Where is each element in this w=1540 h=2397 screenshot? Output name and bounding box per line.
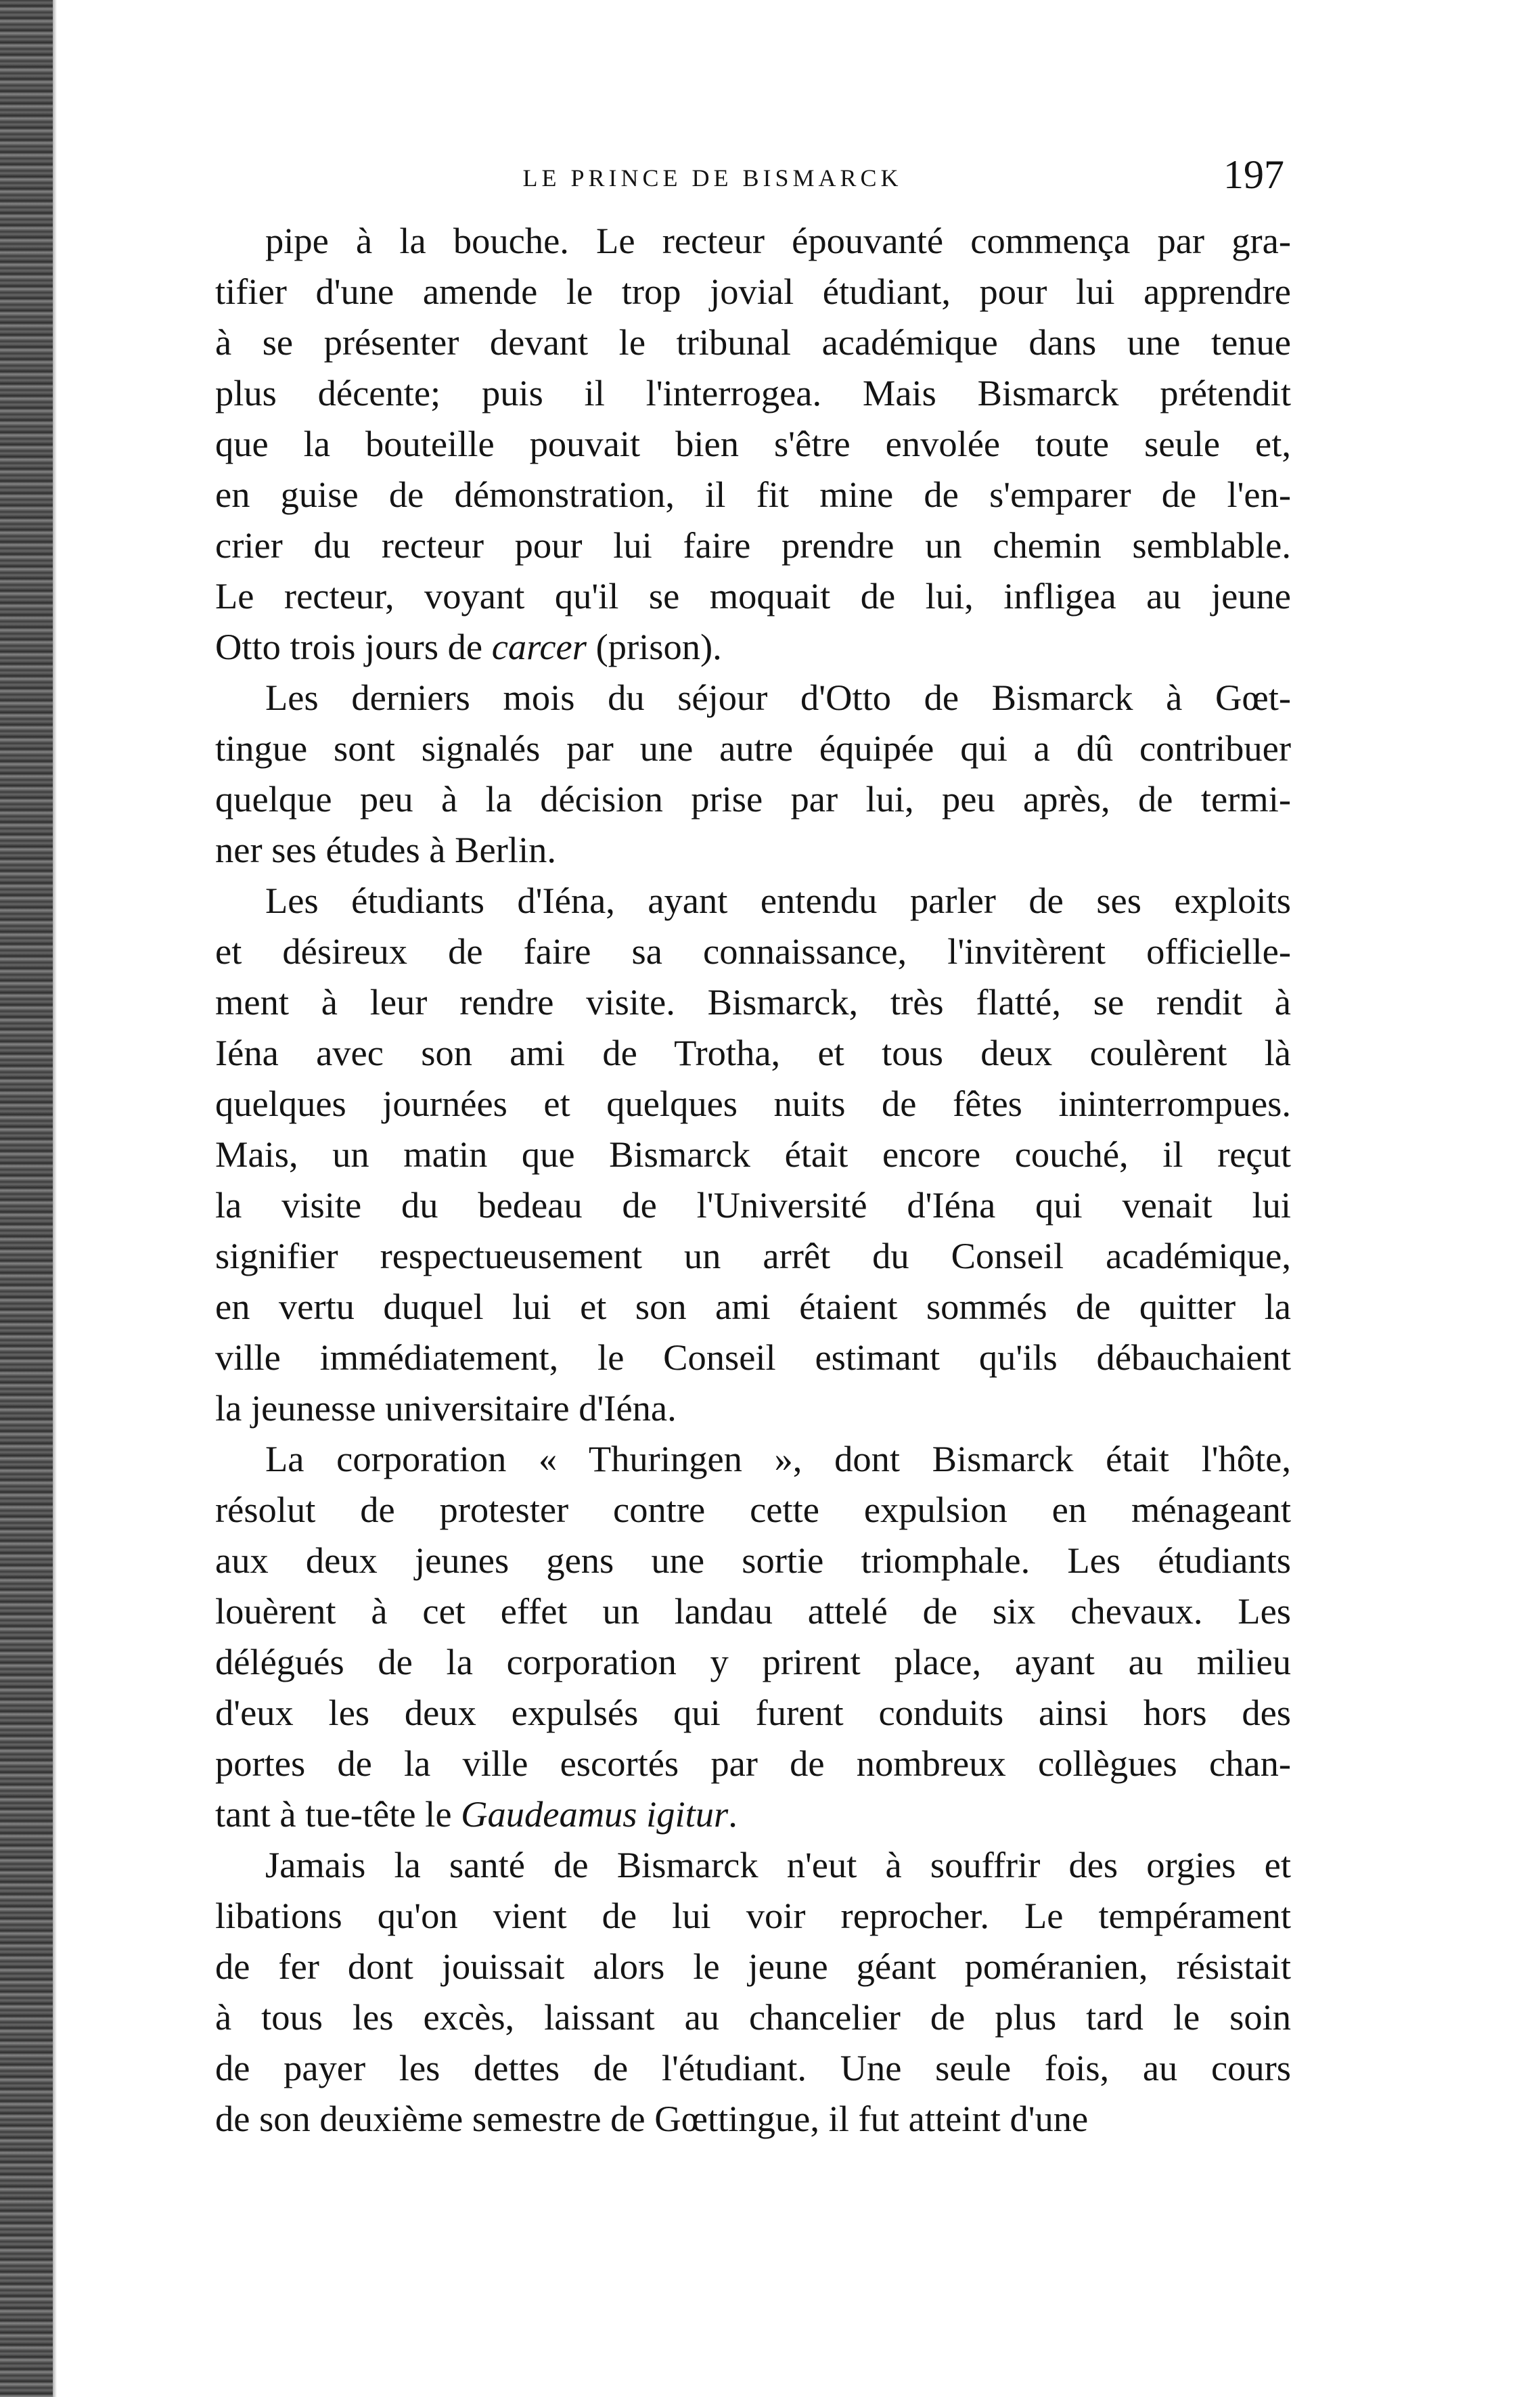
running-title: LE PRINCE DE BISMARCK (522, 164, 903, 192)
text-line: quelques journées et quelques nuits de fêtes ininterrompues. (215, 1083, 1291, 1124)
text-line: résolut de protester contre cette expulsion en ménageant (215, 1489, 1291, 1530)
text-line: d'eux les deux expulsés qui furent conduits ainsi hors des (215, 1692, 1291, 1733)
text-line: tingue sont signalés par une autre équipée qui a dû contribuer (215, 727, 1291, 769)
text-line: aux deux jeunes gens une sortie triomphale. Les étudiants (215, 1540, 1291, 1581)
text-line: en guise de démonstration, il fit mine de s'emparer de l'en- (215, 474, 1291, 515)
text-line: ner ses études à Berlin. (215, 829, 556, 870)
body-text (215, 215, 1291, 2144)
text-line: Les étudiants d'Iéna, ayant entendu parler de ses exploits (265, 880, 1291, 921)
text-line: crier du recteur pour lui faire prendre un chemin semblable. (215, 524, 1291, 566)
text-line: Jamais la santé de Bismarck n'eut à souffrir des orgies et (265, 1844, 1291, 1885)
text-run: tant à tue-tête le (215, 1793, 461, 1835)
text-line: de son deuxième semestre de Gœttingue, il fut atteint d'une (215, 2098, 1089, 2139)
text-line: libations qu'on vient de lui voir reprocher. Le tempérament (215, 1895, 1291, 1936)
text-run: (prison). (586, 626, 722, 667)
text-line: à se présenter devant le tribunal académique dans une tenue (215, 321, 1291, 363)
text-line: louèrent à cet effet un landau attelé de six chevaux. Les (215, 1590, 1291, 1632)
text-line: en vertu duquel lui et son ami étaient sommés de quitter la (215, 1286, 1291, 1327)
text-line: de payer les dettes de l'étudiant. Une seule fois, au cours (215, 2047, 1291, 2088)
text-line: portes de la ville escortés par de nombreux collègues chan- (215, 1743, 1291, 1784)
text-line: quelque peu à la décision prise par lui, peu après, de termi- (215, 778, 1291, 820)
text-line (215, 621, 1291, 672)
page-number: 197 (1223, 152, 1284, 197)
paragraph (215, 672, 1291, 875)
italic-term: carcer (491, 626, 587, 667)
scan-binding-edge (0, 0, 53, 2397)
text-line: et désireux de faire sa connaissance, l'invitèrent officielle- (215, 931, 1291, 972)
text-line: délégués de la corporation y prirent place, ayant au milieu (215, 1641, 1291, 1682)
text-line: ville immédiatement, le Conseil estimant qu'ils débauchaient (215, 1337, 1291, 1378)
text-line: à tous les excès, laissant au chancelier de plus tard le soin (215, 1996, 1291, 2038)
paragraph (215, 1839, 1291, 2144)
text-line: plus décente; puis il l'interrogea. Mais Bismarck prétendit (215, 372, 1291, 413)
text-line: que la bouteille pouvait bien s'être envolée toute seule et, (215, 423, 1291, 464)
text-run: . (728, 1793, 738, 1835)
book-page (215, 149, 1291, 2144)
text-run: Otto trois jours de (215, 626, 492, 667)
text-line: la visite du bedeau de l'Université d'Iéna qui venait lui (215, 1184, 1291, 1226)
text-line: ment à leur rendre visite. Bismarck, très flatté, se rendit à (215, 981, 1291, 1023)
text-line: la jeunesse universitaire d'Iéna. (215, 1387, 677, 1429)
text-line: Les derniers mois du séjour d'Otto de Bismarck à Gœt- (265, 677, 1291, 718)
text-line: Mais, un matin que Bismarck était encore couché, il reçut (215, 1134, 1291, 1175)
text-line: Le recteur, voyant qu'il se moquait de lui, infligea au jeune (215, 575, 1291, 617)
paragraph (215, 215, 1291, 672)
text-line: signifier respectueusement un arrêt du Conseil académique, (215, 1235, 1291, 1276)
text-line: tifier d'une amende le trop jovial étudiant, pour lui apprendre (215, 271, 1291, 312)
text-line (215, 1789, 1291, 1839)
text-line: Iéna avec son ami de Trotha, et tous deux coulèrent là (215, 1032, 1291, 1073)
paragraph (215, 875, 1291, 1433)
running-head (215, 149, 1291, 206)
text-line: pipe à la bouche. Le recteur épouvanté commença par gra- (265, 220, 1291, 261)
paragraph (215, 1433, 1291, 1839)
text-line: La corporation « Thuringen », dont Bismarck était l'hôte, (265, 1438, 1291, 1479)
text-line: de fer dont jouissait alors le jeune géant poméranien, résistait (215, 1946, 1291, 1987)
italic-term: Gaudeamus igitur (461, 1793, 729, 1835)
